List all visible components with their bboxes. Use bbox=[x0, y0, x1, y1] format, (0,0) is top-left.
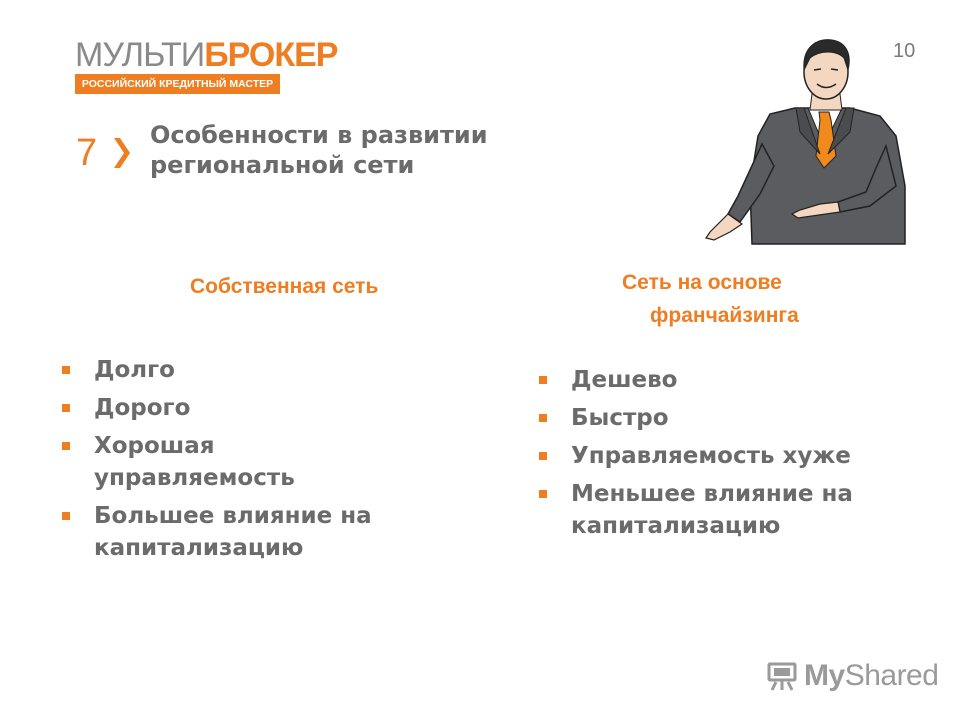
company-logo bbox=[75, 36, 338, 94]
list-item-text: Большее влияние на капитализацию bbox=[94, 503, 372, 561]
bullet-square-icon bbox=[62, 442, 70, 450]
list-item-text: Управляемость хуже bbox=[571, 443, 851, 469]
bullet-square-icon bbox=[62, 512, 70, 520]
slide-title bbox=[150, 120, 488, 180]
bullet-square-icon bbox=[62, 404, 70, 412]
bullet-square-icon bbox=[539, 376, 547, 384]
list-item bbox=[58, 500, 424, 564]
section-number: 7 bbox=[76, 132, 98, 174]
slide-title-line1: Особенности в развитии bbox=[150, 121, 488, 149]
list-item-text: Дорого bbox=[94, 395, 191, 421]
bullet-square-icon bbox=[539, 452, 547, 460]
watermark-my: My bbox=[804, 659, 845, 692]
right-column-heading-line2: франчайзинга bbox=[650, 304, 799, 327]
list-item-text: Меньшее влияние на капитализацию bbox=[571, 481, 853, 539]
list-item bbox=[58, 430, 324, 494]
list-item bbox=[535, 402, 935, 434]
list-item bbox=[535, 440, 935, 472]
right-bullet-list bbox=[535, 364, 935, 548]
list-item-text: Хорошая управляемость bbox=[94, 433, 295, 491]
watermark-shared: Shared bbox=[844, 659, 939, 692]
list-item-text: Долго bbox=[94, 357, 175, 383]
slide-title-line2: региональной сети bbox=[150, 151, 415, 179]
list-item-text: Дешево bbox=[571, 367, 678, 393]
projector-screen-icon bbox=[766, 660, 798, 692]
bullet-square-icon bbox=[539, 414, 547, 422]
left-bullet-list bbox=[58, 354, 458, 570]
bullet-square-icon bbox=[62, 366, 70, 374]
list-item-text: Быстро bbox=[571, 405, 669, 431]
logo-word-part2: БРОКЕР bbox=[204, 36, 338, 74]
page-number: 10 bbox=[893, 40, 916, 62]
logo-wordmark bbox=[75, 36, 338, 74]
list-item bbox=[535, 364, 935, 396]
myshared-watermark bbox=[766, 656, 938, 696]
bullet-square-icon bbox=[539, 490, 547, 498]
list-item bbox=[58, 354, 458, 386]
left-column-heading: Собственная сеть bbox=[190, 275, 379, 298]
chevron-right-icon bbox=[110, 134, 132, 172]
watermark-text bbox=[804, 659, 938, 693]
list-item bbox=[535, 478, 911, 542]
right-column-heading-line1: Сеть на основе bbox=[622, 271, 782, 294]
list-item bbox=[58, 392, 458, 424]
logo-word-part1: МУЛЬТИ bbox=[75, 36, 205, 74]
logo-tagline: РОССИЙСКИЙ КРЕДИТНЫЙ МАСТЕР bbox=[75, 74, 280, 94]
right-column-heading bbox=[622, 266, 882, 332]
businessman-illustration bbox=[700, 36, 910, 246]
